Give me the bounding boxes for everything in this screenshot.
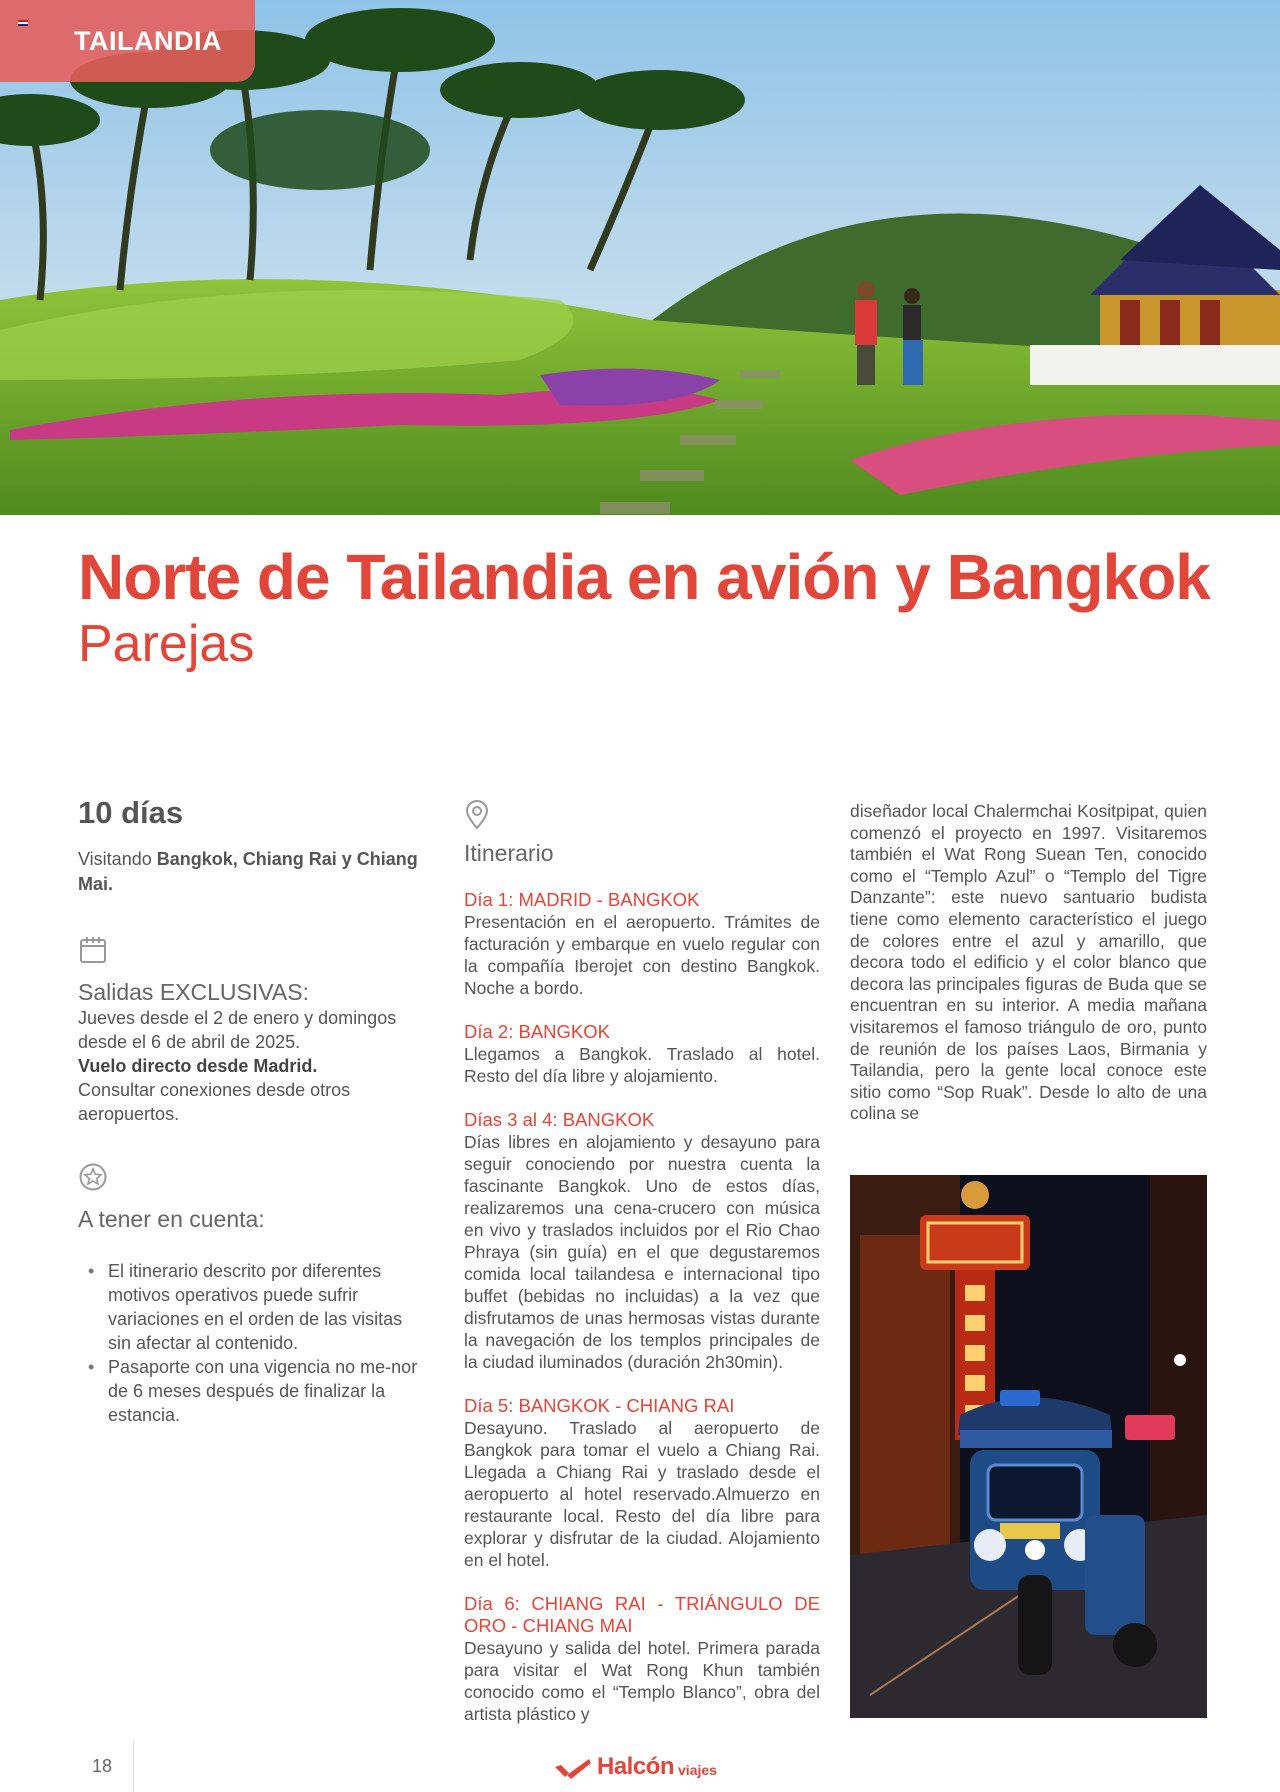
trip-duration: 10 días [78,795,184,830]
hero-image [0,0,1280,515]
itinerary-heading: Itinerario [464,840,554,866]
calendar-icon [78,935,108,965]
itinerary-day [464,1021,820,1087]
day-description: Presentación en el aeropuerto. Trámites de facturación y embarque en vuelo regular con la compañía Iberojet con destino Bangkok. Noche a bordo. [464,912,820,998]
day-title: Día 2: BANGKOK [464,1021,610,1042]
country-tag-label: TAILANDIA [74,25,222,56]
day-title: Día 1: MADRID - BANGKOK [464,889,700,910]
brand-logo [553,1753,717,1781]
day-title: Día 5: BANGKOK - CHIANG RAI [464,1395,735,1416]
departures-heading: Salidas EXCLUSIVAS: [78,979,309,1005]
page-title: Norte de Tailandia en avión y Bangkok [78,541,1210,613]
day-title: Días 3 al 4: BANGKOK [464,1109,655,1130]
location-pin-icon [464,800,490,830]
tuk-tuk-night-illustration [850,1175,1207,1718]
itinerary-day [464,889,820,999]
page-subtitle: Parejas [78,615,255,673]
visiting-places: Bangkok, Chiang Rai y Chiang Mai. [78,849,418,894]
direct-flight-note: Vuelo directo desde Madrid. [78,1056,318,1076]
brand-sub: viajes [678,1762,717,1778]
page-number: 18 [92,1756,113,1776]
day-title: Día 6: CHIANG RAI - TRIÁNGULO DE ORO - CHIANG MAI [464,1593,820,1636]
brand-logo-icon [553,1755,593,1781]
notes-heading: A tener en cuenta: [78,1206,265,1232]
star-icon [78,1162,108,1192]
day-description: Desayuno y salida del hotel. Primera parada para visitar el Wat Rong Khun también conocido como el “Templo Blanco”, obra del artista plástico y [464,1638,820,1724]
departures-line1: Jueves desde el 2 de enero y domingos desde el 6 de abril de 2025. [78,1008,397,1052]
country-tag [0,0,255,82]
departures-line2: Consultar conexiones desde otros aeropuertos. [78,1080,351,1124]
brand-name: Halcón [597,1753,675,1780]
flag-icon [18,20,28,26]
day-description: Llegamos a Bangkok. Traslado al hotel. Resto del día libre y alojamiento. [464,1044,820,1086]
list-item: • Pasaporte con una vigencia no me-nor de 6 meses después de finalizar la estancia. [108,1355,423,1427]
night-street-photo [850,1175,1207,1718]
itinerary-column [464,800,820,1725]
list-item: • El itinerario descrito por diferentes motivos operativos puede sufrir variaciones en el orden de las visitas sin afectar al contenido. [108,1259,423,1355]
visiting-text [78,847,423,897]
summary-column [78,795,423,1427]
itinerary-day [464,1593,820,1725]
itinerary-day [464,1109,820,1373]
departures-text [78,1006,423,1126]
day-description: Desayuno. Traslado al aeropuerto de Bangkok para tomar el vuelo a Chiang Rai. Llegada a Chiang Rai y traslado desde el aeropuerto al hotel reservado.Almuerzo en restaurante local. Resto del día libre para explorar y disfrutar de la ciudad. Alojamiento en el hotel. [464,1418,820,1570]
notes-list [78,1259,423,1427]
visiting-prefix: Visitando [78,849,157,869]
itinerary-day [464,1395,820,1571]
day-description: Días libres en alojamiento y desayuno para seguir conociendo por nuestra cuenta la fascinante Bangkok. Uno de estos días, realizaremos una cena-crucero con música en vivo y traslados incluidos por el Rio Chao Phraya (sin guía) en el que degustaremos comida local tailandesa e internacional tipo buffet (bebidas no incluidas) a la vez que disfrutamos de unas hermosas vistas durante la navegación de los templos principales de la ciudad iluminados (duración 2h30min). [464,1132,820,1372]
footer-divider [133,1740,134,1792]
itinerary-continuation: diseñador local Chalermchai Kositpipat, quien comenzó el proyecto en 1997. Visitaremos también el Wat Rong Suean Ten, conocido como el “Templo Azul” o “Templo del Tigre Danzante”: este nuevo santuario budista tiene como elemento característico el juego de colores entre el azul y amarillo, que decora todo el edificio y el color blanco que decora las principales figuras de Buda que se encuentran en su interior. A media mañana visitaremos el famoso triángulo de oro, punto de reunión de los países Laos, Birmania y Tailandia, pero la gente local conoce este sitio como “Sop Ruak”. Desde lo alto de una colina se [850,801,1207,1124]
